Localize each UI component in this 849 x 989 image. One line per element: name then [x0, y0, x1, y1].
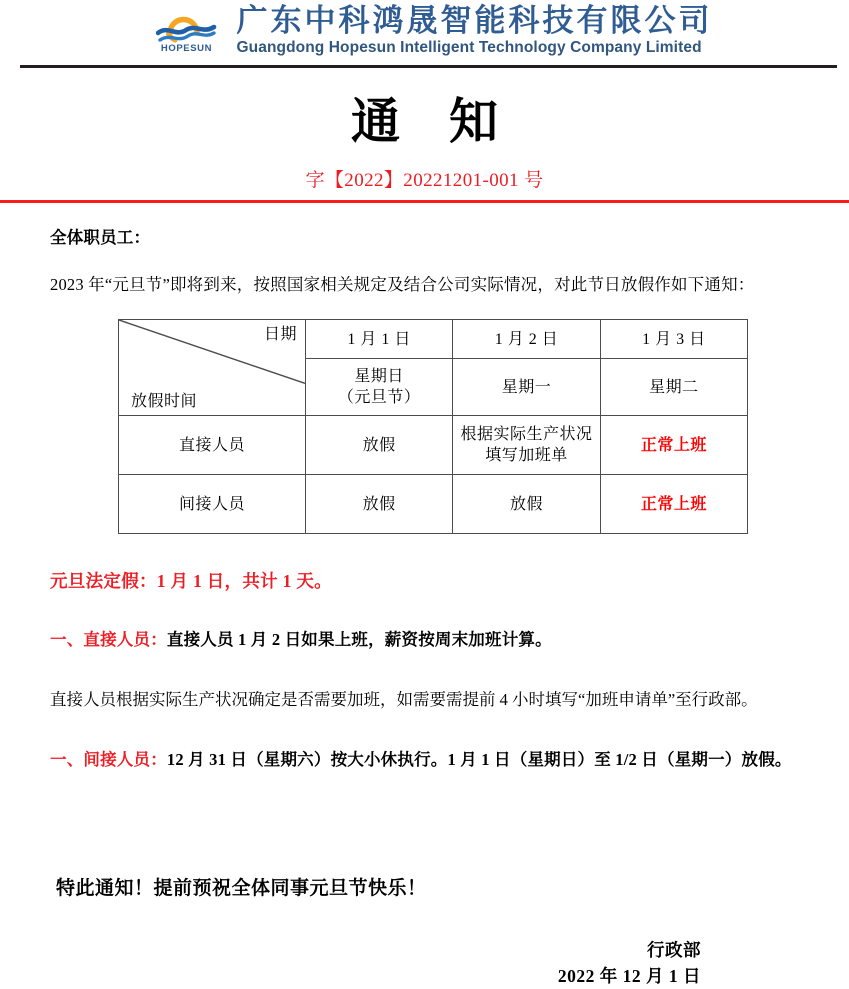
table-date-header-1: 1 月 1 日: [306, 320, 453, 359]
table-date-header-2: 1 月 2 日: [453, 320, 600, 359]
row-label-indirect: 间接人员: [119, 475, 306, 534]
holiday-schedule-table: [118, 319, 748, 534]
company-logo: [143, 8, 231, 54]
clause-direct-body: 直接人员 1 月 2 日如果上班，薪资按周末加班计算。: [166, 630, 552, 650]
weekday-1-line1: 星期日: [354, 367, 404, 385]
table-weekday-2: 星期一: [453, 359, 600, 416]
corner-date-label: 日期: [263, 326, 297, 344]
company-name-cn: 广东中科鸿晟智能科技有限公司: [236, 2, 713, 39]
table-row: [119, 416, 748, 475]
clause-indirect-personnel: [50, 730, 821, 773]
table-date-header-3: 1 月 3 日: [600, 320, 747, 359]
clause-indirect-body: 12 月 31 日（星期六）按大小休执行。1 月 1 日（星期日）至 1/2 日（星期一）放假。: [166, 750, 792, 770]
statutory-holiday-line: 元旦法定假：1 月 1 日，共计 1 天。: [50, 570, 332, 591]
letterhead: [0, 0, 849, 62]
logo-wordmark: HOPESUN: [160, 43, 213, 54]
document-body: [0, 203, 849, 989]
indirect-day1-value: 放假: [306, 475, 453, 534]
page-title: 通 知: [350, 92, 515, 150]
direct-day2-value: [453, 416, 600, 475]
note-direct-overtime: 直接人员根据实际生产状况确定是否需要加班，如需要需提前 4 小时填写“加班申请单”至行政部。: [50, 690, 758, 710]
closing-greeting: 特此通知！提前预祝全体同事元旦节快乐！: [56, 877, 427, 899]
direct-day2-line1: 根据实际生产状况: [460, 425, 593, 443]
salutation: 全体职员工：: [50, 228, 151, 248]
clause-direct-lead: 一、直接人员：: [50, 630, 167, 650]
company-name-en: Guangdong Hopesun Intelligent Technology Company Limited: [236, 39, 702, 57]
company-name-block: [236, 2, 713, 57]
intro-paragraph: 2023 年“元旦节”即将到来，按照国家相关规定及结合公司实际情况，对此节日放假作如下通知：: [50, 274, 755, 294]
indirect-day3-value: 正常上班: [600, 475, 747, 534]
signing-date: 2022 年 12 月 1 日: [557, 965, 701, 986]
signature-block: [50, 919, 821, 989]
clause-indirect-lead: 一、间接人员：: [50, 750, 167, 770]
document-number: 字【2022】20221201-001 号: [305, 170, 544, 192]
direct-day1-value: 放假: [306, 416, 453, 475]
signing-department: 行政部: [647, 939, 701, 960]
corner-when-label: 放假时间: [131, 392, 198, 410]
table-weekday-3: 星期二: [600, 359, 747, 416]
indirect-day2-value: 放假: [453, 475, 600, 534]
clause-direct-personnel: [50, 610, 821, 653]
holiday-schedule-table-wrap: [50, 297, 821, 534]
weekday-1-line2: （元旦节）: [337, 389, 421, 407]
sun-wave-logo-icon: [156, 10, 218, 44]
table-row: [119, 475, 748, 534]
direct-day3-value: 正常上班: [600, 416, 747, 475]
table-corner-cell: [119, 320, 306, 416]
table-weekday-1: [306, 359, 453, 416]
direct-day2-line2: 填写加班单: [485, 447, 568, 465]
row-label-direct: 直接人员: [119, 416, 306, 475]
table-header-row: [119, 320, 748, 359]
